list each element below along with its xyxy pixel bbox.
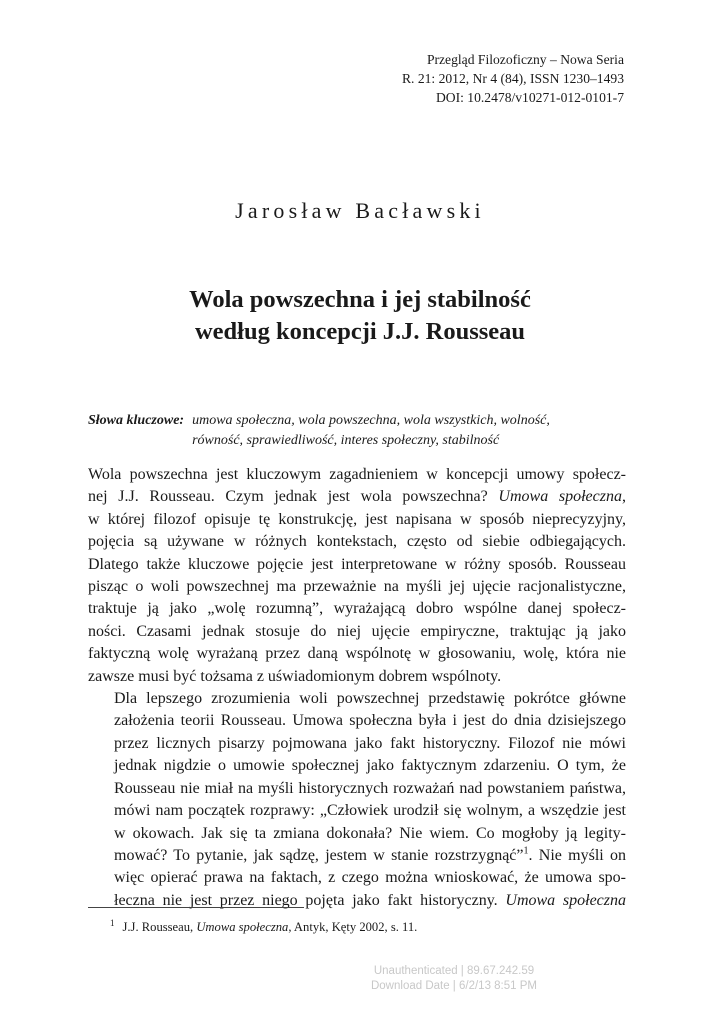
footnote-text: J.J. Rousseau, bbox=[122, 920, 197, 935]
watermark-line-1: Unauthenticated | 89.67.242.59 bbox=[373, 965, 535, 977]
text-line: w okowach. Jak się ta zmiana dokonała? Nie wiem. Co mogłoby ją legity- bbox=[114, 824, 626, 842]
text-line: zawsze musi być tożsama z uświadomionym dobrem wspólnoty. bbox=[88, 667, 502, 685]
text-line: w której filozof opisuje tę konstrukcję, jest napisana w sposób nieprecyzyjny, bbox=[88, 510, 626, 528]
text-line: przez licznych pisarzy pojmowana jako fakt historyczny. Filozof nie mówi bbox=[114, 734, 626, 752]
author-name: Jarosław Bacławski bbox=[235, 198, 485, 223]
text-span: . Nie myśli on bbox=[528, 846, 626, 864]
footnote-number: 1 bbox=[110, 918, 115, 928]
keywords-line-2: równość, sprawiedliwość, interes społeczny, stabilność bbox=[192, 433, 500, 448]
text-line: jednak nigdzie o umowie społecznej jako faktycznym zdarzeniu. O tym, że bbox=[114, 757, 626, 775]
italic-title: Umowa społeczna bbox=[498, 488, 622, 506]
journal-header bbox=[402, 50, 624, 107]
download-watermark bbox=[352, 964, 556, 994]
keywords-list bbox=[192, 411, 550, 451]
journal-name: Przegląd Filozoficzny – Nowa Seria bbox=[426, 52, 624, 67]
text-span: , bbox=[622, 488, 626, 506]
text-line bbox=[88, 890, 626, 912]
italic-title: Umowa społeczna bbox=[505, 891, 626, 909]
text-line: traktuje ją jako „wolę rozumną”, wyrażającą dobro wspólne danej społecz- bbox=[88, 600, 626, 618]
keywords-line-1: umowa społeczna, wola powszechna, wola wszystkich, wolność, bbox=[192, 413, 550, 428]
journal-doi: DOI: 10.2478/v10271-012-0101-7 bbox=[435, 90, 624, 105]
title-line-1: Wola powszechna i jej stabilność bbox=[189, 286, 531, 313]
text-line: Wola powszechna jest kluczowym zagadnieniem w koncepcji umowy społecz- bbox=[88, 466, 626, 483]
text-line: ności. Czasami jednak stosuje do niej ujęcie empiryczne, traktując ją jako bbox=[88, 622, 626, 640]
text-line: faktyczną wolę wyrażaną przez daną wspólnotę w głosowaniu, wolę, która nie bbox=[88, 645, 626, 663]
text-line: więc opierać prawa na faktach, z czego można wnioskować, że umowa spo- bbox=[114, 869, 626, 887]
footnote-text-end: , Antyk, Kęty 2002, s. 11. bbox=[288, 920, 418, 935]
paragraph-2 bbox=[88, 688, 626, 912]
text-line: Rousseau nie miał na myśli historycznych rozważań nad powstaniem państwa, bbox=[114, 779, 626, 797]
title-line-2: według koncepcji J.J. Rousseau bbox=[194, 318, 526, 345]
journal-issue: R. 21: 2012, Nr 4 (84), ISSN 1230–1493 bbox=[401, 71, 624, 86]
footnote-italic: Umowa społeczna bbox=[196, 920, 289, 935]
text-line bbox=[88, 845, 626, 867]
keywords-block bbox=[88, 411, 628, 451]
text-line: mówi nam początek rozprawy: „Człowiek urodził się wolnym, a wszędzie jest bbox=[114, 802, 626, 820]
text-span: nej J.J. Rousseau. Czym jednak jest wola powszechna? bbox=[88, 488, 499, 506]
text-line bbox=[88, 486, 626, 508]
text-span: łeczna nie jest przez niego pojęta jako fakt historyczny. bbox=[114, 891, 506, 909]
paragraph-1 bbox=[88, 464, 626, 688]
text-line: Dla lepszego zrozumienia woli powszechnej przedstawię pokrótce główne bbox=[114, 690, 626, 708]
text-line: pojęcia są używane w różnych kontekstach, często od siebie odbiegających. bbox=[88, 533, 626, 551]
text-span: mować? To pytanie, jak sądzę, jestem w stanie rozstrzygnąć” bbox=[114, 846, 524, 864]
text-line: Dlatego także kluczowe pojęcie jest interpretowane w różny sposób. Rousseau bbox=[88, 555, 626, 573]
article-title bbox=[0, 284, 720, 348]
article-body bbox=[88, 464, 626, 912]
keywords-label: Słowa kluczowe: bbox=[88, 413, 185, 428]
footnote-ref[interactable]: 1 bbox=[523, 845, 529, 857]
text-line: pisząc o woli powszechnej ma przeważnie na myśli jej ujęcie racjonalistyczne, bbox=[88, 578, 626, 596]
footnote bbox=[110, 915, 417, 935]
watermark-line-2: Download Date | 6/2/13 8:51 PM bbox=[370, 980, 537, 992]
text-line: założenia teorii Rousseau. Umowa społeczna była i jest do dnia dzisiejszego bbox=[114, 712, 626, 730]
footnote-divider bbox=[88, 907, 304, 908]
